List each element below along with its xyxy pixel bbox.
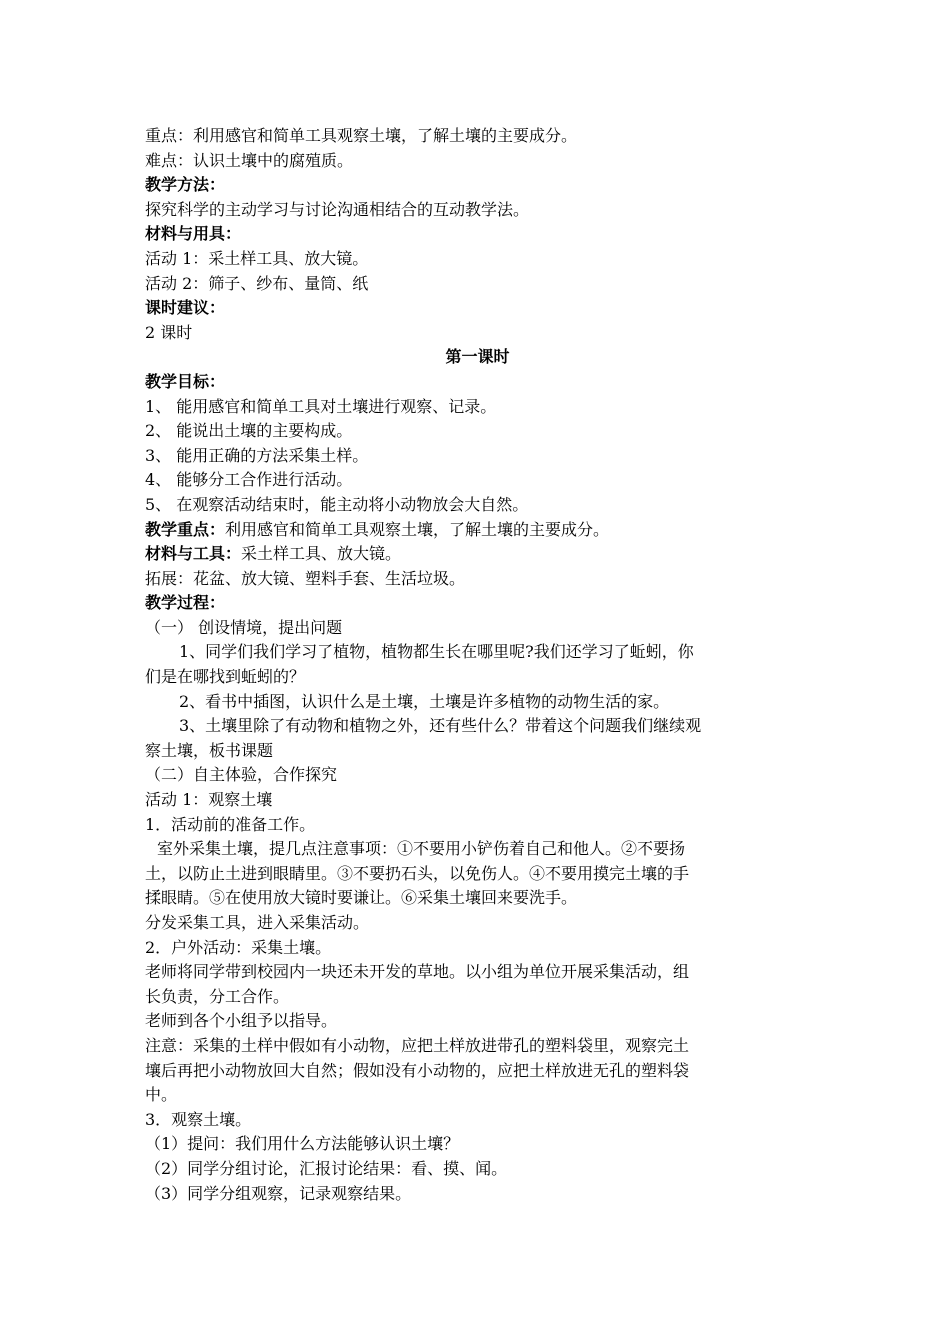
hours-text: 2 课时 xyxy=(145,322,193,342)
goal-item: 4、 能够分工合作进行活动。 xyxy=(145,470,353,490)
process-step-1: （一） 创设情境，提出问题 xyxy=(145,617,343,637)
tools-label: 材料与工具： xyxy=(145,544,242,564)
key-point-line: 重点：利用感官和简单工具观察土壤，了解土壤的主要成分。 xyxy=(145,126,578,145)
paragraph-line: 室外采集土壤，提几点注意事项：①不要用小铲伤着自己和他人。②不要扬 xyxy=(157,839,686,859)
sub-item: （2）同学分组讨论，汇报讨论结果：看、摸、闻。 xyxy=(145,1158,508,1178)
numbered-item: 2．户外活动：采集土壤。 xyxy=(145,937,332,957)
paragraph-line: 壤后再把小动物放回大自然；假如没有小动物的，应把土样放进无孔的塑料袋 xyxy=(145,1060,690,1080)
sub-item: （3）同学分组观察，记录观察结果。 xyxy=(145,1183,412,1203)
sub-item: （1）提问：我们用什么方法能够认识土壤？ xyxy=(145,1134,460,1154)
activity-title: 活动 1：观察土壤 xyxy=(145,790,273,810)
activity1-materials: 活动 1：采土样工具、放大镜。 xyxy=(145,248,369,268)
paragraph-line: 土，以防止土进到眼睛里。③不要扔石头，以免伤人。④不要用摸完土壤的手 xyxy=(145,863,690,883)
numbered-item: 1．活动前的准备工作。 xyxy=(145,814,316,834)
process-step-2: （二）自主体验，合作探究 xyxy=(145,765,338,785)
heading-hours: 课时建议： xyxy=(145,298,226,318)
goal-item: 5、 在观察活动结束时，能主动将小动物放会大自然。 xyxy=(145,494,529,514)
paragraph-line: 老师到各个小组予以指导。 xyxy=(145,1011,338,1031)
teaching-key-text: 利用感官和简单工具观察土壤，了解土壤的主要成分。 xyxy=(225,519,610,539)
paragraph-line: 长负责，分工合作。 xyxy=(145,986,290,1006)
paragraph-line: 老师将同学带到校园内一块还未开发的草地。以小组为单位开展采集活动，组 xyxy=(145,962,690,982)
goal-item: 1、 能用感官和简单工具对土壤进行观察、记录。 xyxy=(145,396,497,416)
heading-process: 教学过程： xyxy=(145,593,226,613)
heading-materials: 材料与用具： xyxy=(145,224,242,244)
paragraph-line: 们是在哪找到蚯蚓的？ xyxy=(145,667,306,687)
paragraph-line: 揉眼睛。⑤在使用放大镜时要谦让。⑥采集土壤回来要洗手。 xyxy=(145,888,578,908)
extension-line: 拓展：花盆、放大镜、塑料手套、生活垃圾。 xyxy=(145,568,466,588)
paragraph-line: 3、土壤里除了有动物和植物之外，还有些什么？带着这个问题我们继续观 xyxy=(179,716,702,736)
paragraph-line: 2、看书中插图，认识什么是土壤，土壤是许多植物的动物生活的家。 xyxy=(179,691,670,711)
teaching-key-line xyxy=(145,518,810,543)
goal-item: 2、 能说出土壤的主要构成。 xyxy=(145,421,353,441)
heading-method: 教学方法： xyxy=(145,175,226,195)
paragraph-line: 1、同学们我们学习了植物，植物都生长在哪里呢?我们还学习了蚯蚓，你 xyxy=(179,642,694,662)
paragraph-line: 注意：采集的土样中假如有小动物，应把土样放进带孔的塑料袋里，观察完土 xyxy=(145,1035,690,1055)
teaching-key-label: 教学重点： xyxy=(145,519,226,539)
tools-text: 采土样工具、放大镜。 xyxy=(241,544,402,564)
paragraph-line: 分发采集工具，进入采集活动。 xyxy=(145,913,370,932)
paragraph-line: 中。 xyxy=(145,1085,178,1105)
paragraph-line: 察土壤，板书课题 xyxy=(145,740,274,760)
document-body xyxy=(145,124,810,1206)
section-title: 第一课时 xyxy=(445,347,510,367)
goal-item: 3、 能用正确的方法采集土样。 xyxy=(145,445,369,465)
activity2-materials: 活动 2：筛子、纱布、量筒、纸 xyxy=(145,273,369,293)
numbered-item: 3．观察土壤。 xyxy=(145,1109,252,1129)
method-text: 探究科学的主动学习与讨论沟通相结合的互动教学法。 xyxy=(145,199,530,219)
heading-goals: 教学目标： xyxy=(145,371,226,391)
difficulty-line: 难点：认识土壤中的腐殖质。 xyxy=(145,150,354,170)
tools-line xyxy=(145,542,810,567)
